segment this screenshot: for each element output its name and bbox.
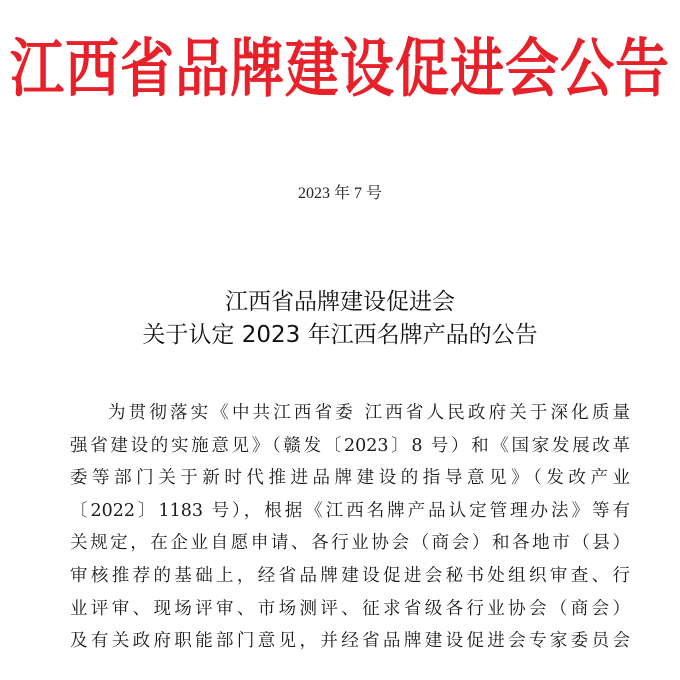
body-line: 及有关政府职能部门意见，并经省品牌建设促进会专家委员会 <box>70 631 630 652</box>
body-line: 为贯彻落实《中共江西省委 江西省人民政府关于深化质量 <box>108 403 630 423</box>
title-line-1: 江西省品牌建设促进会 <box>225 289 455 315</box>
issue-date: 2023 年 7 号 <box>297 185 382 202</box>
organization-masthead: 江西省品牌建设促进会公告 <box>10 30 670 106</box>
body-line: 关规定，在企业自愿申请、各行业协会（商会）和各地市（县） <box>70 533 630 554</box>
body-line: 委等部门关于新时代推进品牌建设的指导意见》（发改产业 <box>70 468 630 489</box>
body-line: 〔2022〕1183 号），根据《江西名牌产品认定管理办法》等有 <box>70 500 630 521</box>
body-line: 强省建设的实施意见》（赣发〔2023〕8 号）和《国家发展改革 <box>70 435 630 456</box>
body-line: 业评审、现场评审、市场测评、征求省级各行业协会（商会） <box>70 598 630 619</box>
body-line: 审核推荐的基础上，经省品牌建设促进会秘书处组织审查、行 <box>70 565 630 586</box>
title-line-2: 关于认定 2023 年江西名牌产品的公告 <box>142 322 538 348</box>
body-paragraph <box>70 397 630 658</box>
announcement-title <box>0 286 680 352</box>
